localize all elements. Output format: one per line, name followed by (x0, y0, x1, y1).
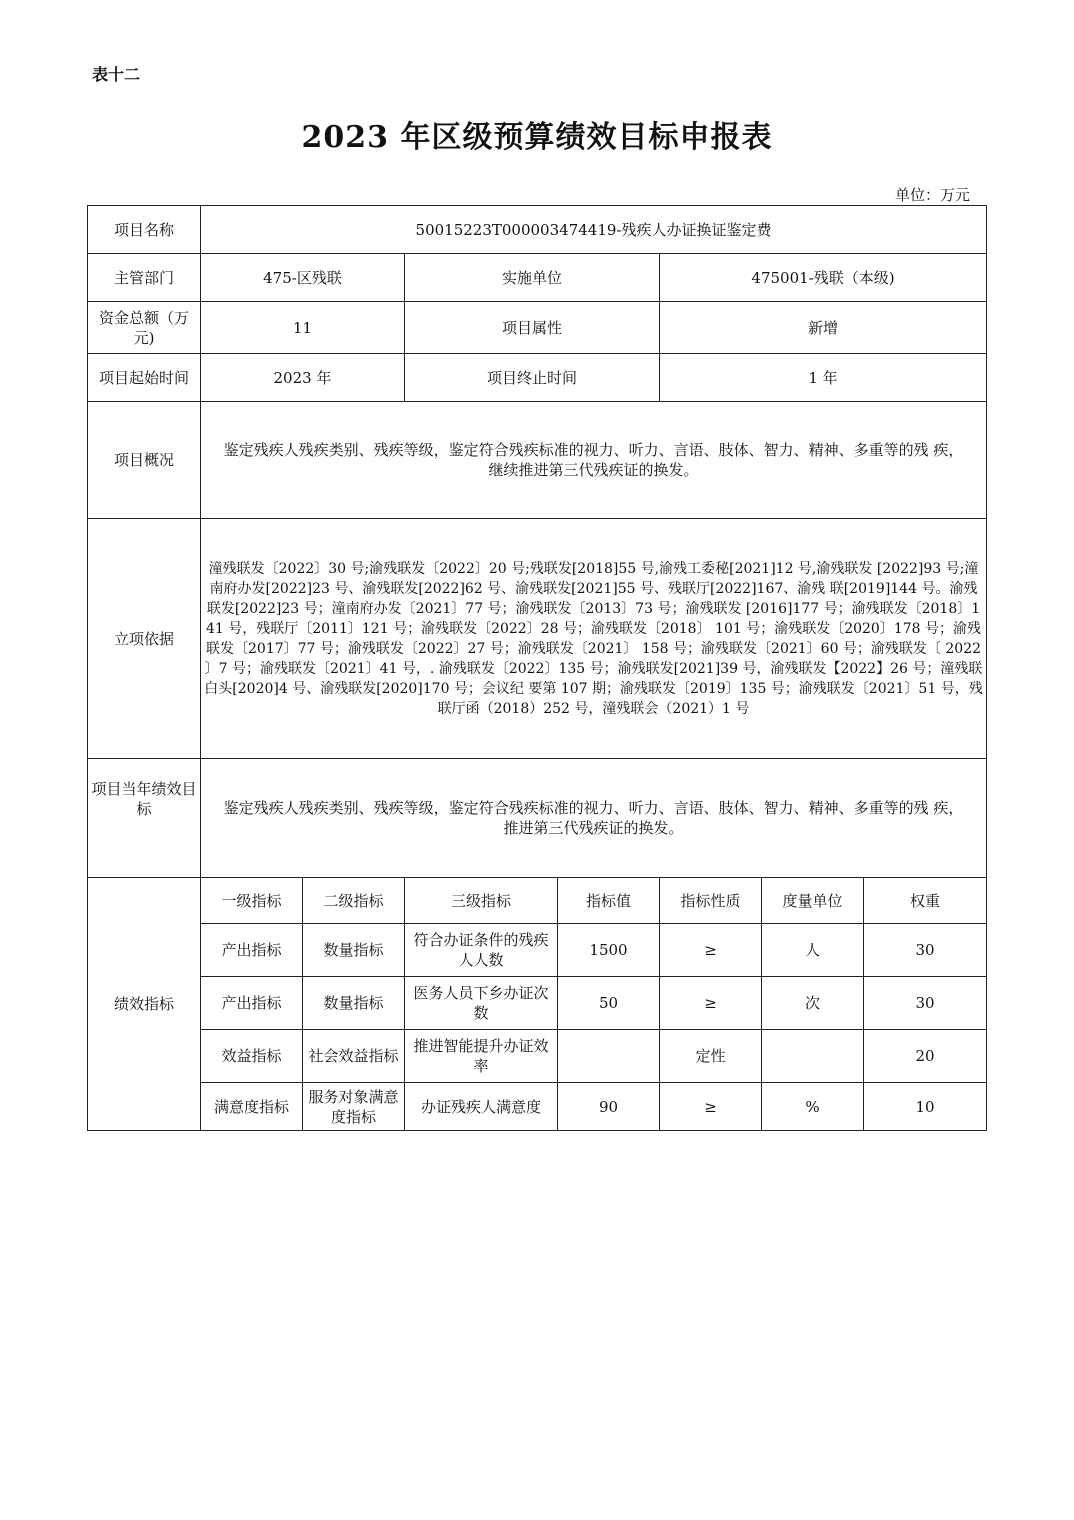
indicator-cell: 医务人员下乡办证次数 (405, 977, 558, 1030)
indicator-cell: 人 (762, 924, 864, 977)
overview-text (201, 402, 987, 519)
total-funds-value: 11 (201, 302, 405, 354)
project-name-label: 项目名称 (88, 206, 201, 254)
indicator-header: 一级指标 (201, 878, 303, 924)
dept-value: 475-区残联 (201, 254, 405, 302)
indicator-cell: 推进智能提升办证效率 (405, 1030, 558, 1083)
indicator-cell: 次 (762, 977, 864, 1030)
goal-row (88, 759, 987, 878)
table-row (88, 924, 987, 977)
indicator-cell: 数量指标 (303, 977, 405, 1030)
indicator-header: 度量单位 (762, 878, 864, 924)
department-row (88, 254, 987, 302)
document-title: 2023 年区级预算绩效目标申报表 (301, 120, 773, 155)
indicator-cell: 10 (864, 1083, 987, 1131)
indicator-header: 指标性质 (660, 878, 762, 924)
indicator-cell: 产出指标 (201, 977, 303, 1030)
goal-text (201, 759, 987, 878)
indicator-cell: 20 (864, 1030, 987, 1083)
project-name-row (88, 206, 987, 254)
indicator-cell (558, 1030, 660, 1083)
impl-unit-label: 实施单位 (405, 254, 660, 302)
overview-line-1: 鉴定残疾人残疾类别、残疾等级，鉴定符合残疾标准的视力、听力、言语、肢体、智力、精神、多重等的残 疾， (223, 441, 964, 459)
indicator-cell: 定性 (660, 1030, 762, 1083)
indicator-cell: 50 (558, 977, 660, 1030)
goal-line-1: 鉴定残疾人残疾类别、残疾等级，鉴定符合残疾标准的视力、听力、言语、肢体、智力、精神、多重等的残 疾， (223, 799, 964, 817)
basis-text: 潼残联发〔2022〕30 号;渝残联发〔2022〕20 号;残联发[2018]55 号,渝残工委秘[2021]12 号,渝残联发 [2022]93 号;潼南府办发[2022]23 号、渝残联发[2022]62 号、渝残联发[2021]55 号、残联厅[2022]167、渝残 联[2019]144 号。渝残联发[2022]23 号；潼南府办发〔2021〕77 号；渝残联发〔2013〕73 号；渝残联发 [2016]177 号；渝残联发〔2018〕141 号，残联厅〔2011〕121 号；渝残联发〔2022〕28 号；渝残联发〔2018〕 101 号；渝残联发〔2020〕178 号；渝残联发〔2017〕77 号；渝残联发〔2022〕27 号；渝残联发〔2021〕 158 号；渝残联发〔2021〕60 号；渝残联发〔 2022 〕7 号；渝残联发〔2021〕41 号，. 渝残联发〔2022〕135 号；渝残联发[2021]39 号，渝残联发【2022】26 号；潼残联白头[2020]4 号、渝残联发[2020]170 号；会议纪 要第 107 期；渝残联发〔2019〕135 号；渝残联发〔2021〕51 号，残联厅函（2018）252 号，潼残联会（2021）1 号 (201, 519, 987, 759)
table-row (88, 1083, 987, 1131)
indicators-label: 绩效指标 (88, 878, 201, 1131)
start-time-value: 2023 年 (201, 354, 405, 402)
project-name-value: 50015223T000003474419-残疾人办证换证鉴定费 (201, 206, 987, 254)
project-attr-label: 项目属性 (405, 302, 660, 354)
basis-label: 立项依据 (88, 519, 201, 759)
time-row (88, 354, 987, 402)
end-time-label: 项目终止时间 (405, 354, 660, 402)
unit-note: 单位：万元 (894, 186, 970, 204)
indicator-cell: 效益指标 (201, 1030, 303, 1083)
indicator-cell (762, 1030, 864, 1083)
indicator-cell: ≥ (660, 1083, 762, 1131)
end-time-value: 1 年 (660, 354, 987, 402)
overview-line-2: 继续推进第三代残疾证的换发。 (488, 461, 699, 479)
indicator-header: 三级指标 (405, 878, 558, 924)
indicator-cell: 社会效益指标 (303, 1030, 405, 1083)
indicator-cell: ≥ (660, 924, 762, 977)
indicator-cell: 产出指标 (201, 924, 303, 977)
basis-row (88, 519, 987, 759)
table-row (88, 1030, 987, 1083)
start-time-label: 项目起始时间 (88, 354, 201, 402)
indicator-cell: 服务对象满意度指标 (303, 1083, 405, 1131)
overview-label: 项目概况 (88, 402, 201, 519)
funds-row (88, 302, 987, 354)
impl-unit-value: 475001-残联（本级) (660, 254, 987, 302)
indicator-cell: 符合办证条件的残疾人人数 (405, 924, 558, 977)
indicator-cell: 1500 (558, 924, 660, 977)
indicator-cell: ≥ (660, 977, 762, 1030)
page-label: 表十二 (92, 65, 141, 84)
indicator-cell: 90 (558, 1083, 660, 1131)
budget-target-table (87, 205, 987, 1131)
total-funds-label: 资金总额（万元) (88, 302, 201, 354)
indicator-cell: 数量指标 (303, 924, 405, 977)
indicator-cell: 满意度指标 (201, 1083, 303, 1131)
indicator-header: 二级指标 (303, 878, 405, 924)
indicator-cell: 30 (864, 924, 987, 977)
dept-label: 主管部门 (88, 254, 201, 302)
indicator-cell: 30 (864, 977, 987, 1030)
project-attr-value: 新增 (660, 302, 987, 354)
indicator-cell: % (762, 1083, 864, 1131)
goal-line-2: 推进第三代残疾证的换发。 (503, 819, 684, 837)
indicator-cell: 办证残疾人满意度 (405, 1083, 558, 1131)
table-row (88, 977, 987, 1030)
indicator-header: 权重 (864, 878, 987, 924)
indicator-header: 指标值 (558, 878, 660, 924)
overview-row (88, 402, 987, 519)
goal-label: 项目当年绩效目标 (88, 759, 201, 878)
indicator-header-row (88, 878, 987, 924)
